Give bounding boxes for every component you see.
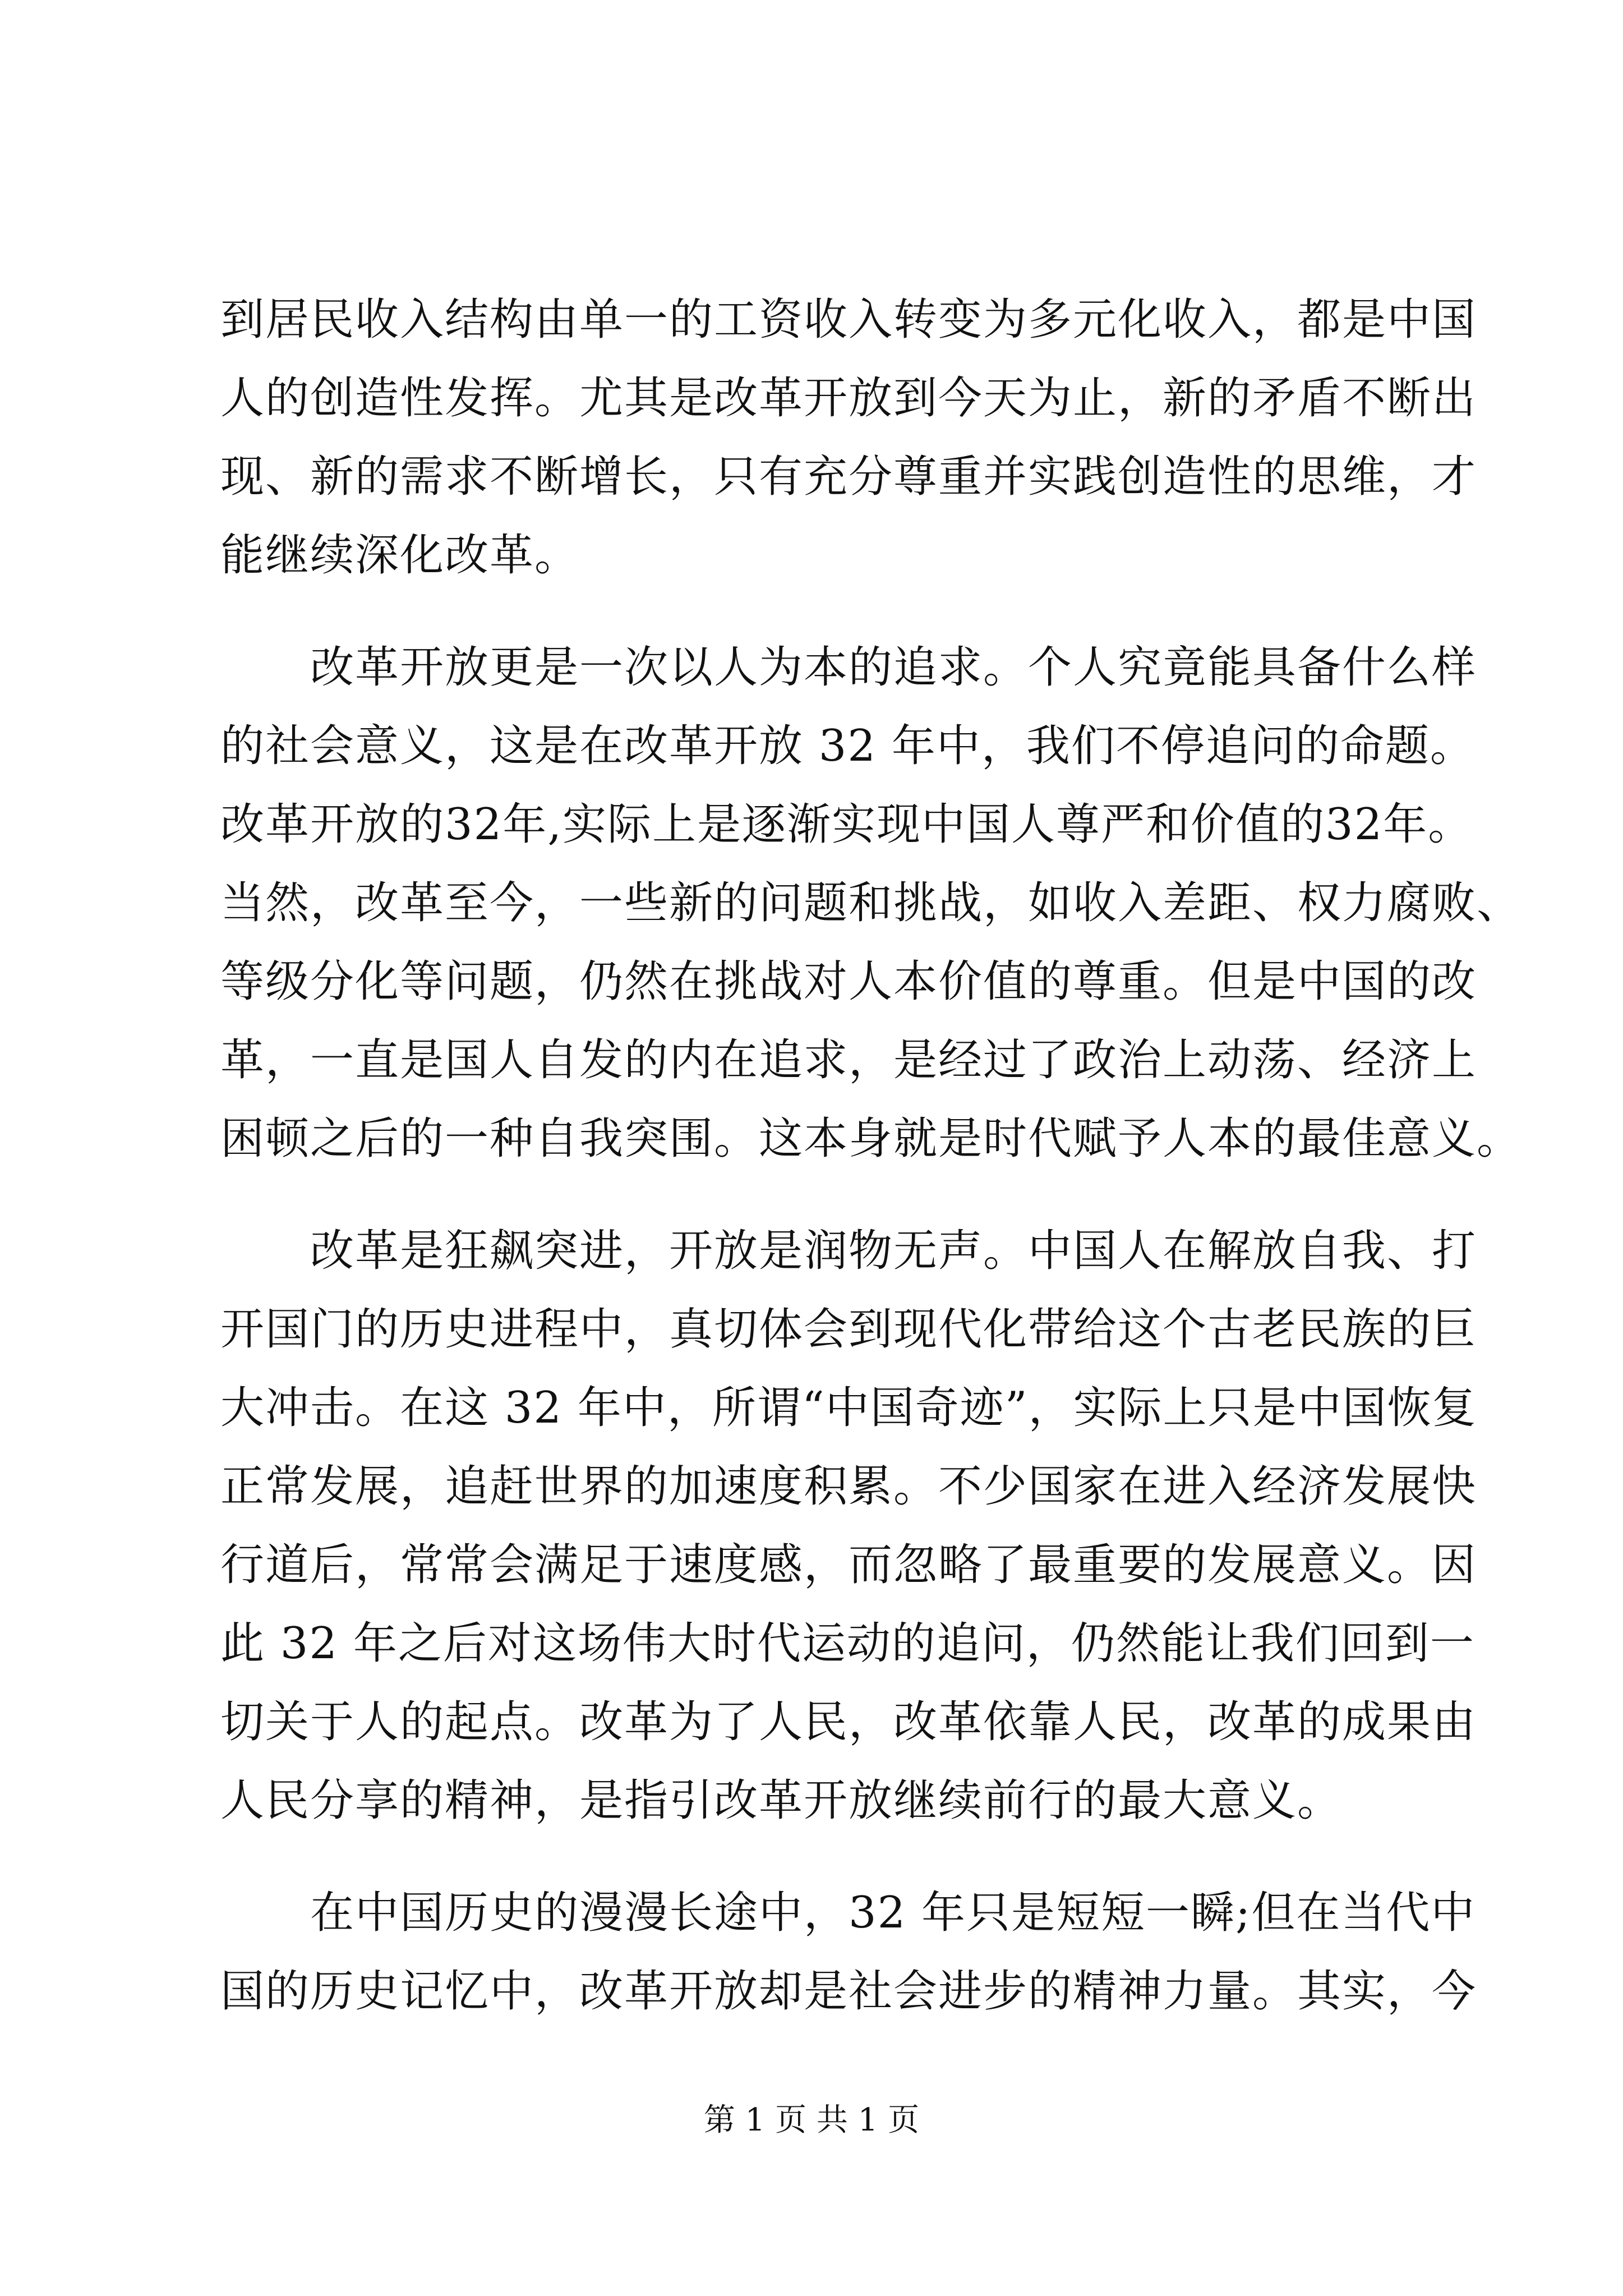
text-line: 困顿之后的一种自我突围。这本身就是时代赋予人本的最佳意义。	[220, 1114, 1522, 1164]
text-line: 开国门的历史进程中，真切体会到现代化带给这个古老民族的巨	[220, 1304, 1477, 1355]
text-line: 正常发展，追赶世界的加速度积累。不少国家在进入经济发展快	[220, 1461, 1477, 1512]
paragraph-first-line: 在中国历史的漫漫长途中，32 年只是短短一瞬;但在当代中	[220, 1888, 1476, 1938]
text-line: 能继续深化改革。	[220, 530, 580, 581]
text-line: 现、新的需求不断增长，只有充分尊重并实践创造性的思维，才	[220, 452, 1477, 502]
document-body	[220, 280, 1522, 2031]
text-line: 人的创造性发挥。尤其是改革开放到今天为止，新的矛盾不断出	[220, 373, 1477, 424]
page-number-label: 第 1 页 共 1 页	[703, 2102, 920, 2138]
text-line: 等级分化等问题，仍然在挑战对人本价值的尊重。但是中国的改	[220, 956, 1477, 1007]
text-line: 的社会意义，这是在改革开放 32 年中，我们不停追问的命题。	[220, 721, 1475, 771]
text-line: 切关于人的起点。改革为了人民，改革依靠人民，改革的成果由	[220, 1697, 1477, 1747]
paragraph-first-line: 改革开放更是一次以人为本的追求。个人究竟能具备什么样	[220, 642, 1477, 693]
paragraph-first-line: 改革是狂飙突进，开放是润物无声。中国人在解放自我、打	[220, 1226, 1477, 1276]
text-line: 当然，改革至今，一些新的问题和挑战，如收入差距、权力腐败、	[220, 878, 1522, 928]
text-line: 此 32 年之后对这场伟大时代运动的追问，仍然能让我们回到一	[220, 1618, 1475, 1669]
text-line: 国的历史记忆中，改革开放却是社会进步的精神力量。其实，今	[220, 1966, 1477, 2017]
text-line: 改革开放的32年,实际上是逐渐实现中国人尊严和价值的32年。	[220, 799, 1473, 850]
page-footer	[0, 2098, 1623, 2143]
text-line: 大冲击。在这 32 年中，所谓“中国奇迹”，实际上只是中国恢复	[220, 1383, 1477, 1433]
text-line: 行道后，常常会满足于速度感，而忽略了最重要的发展意义。因	[220, 1540, 1477, 1590]
text-line: 革，一直是国人自发的内在追求，是经过了政治上动荡、经济上	[220, 1035, 1477, 1085]
text-line: 人民分享的精神，是指引改革开放继续前行的最大意义。	[220, 1775, 1343, 1826]
text-line: 到居民收入结构由单一的工资收入转变为多元化收入，都是中国	[220, 295, 1477, 345]
